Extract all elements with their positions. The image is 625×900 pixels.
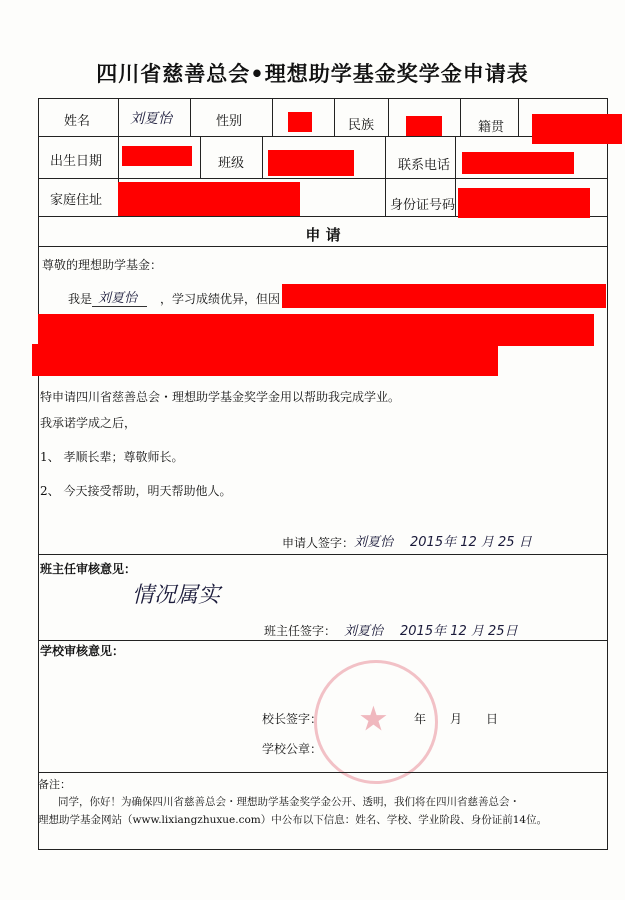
principal-signature-label: 校长签字： bbox=[262, 712, 323, 726]
seal-star-icon: ★ bbox=[360, 702, 387, 737]
dob-label: 出生日期 bbox=[50, 154, 103, 169]
reason-redaction-3 bbox=[32, 344, 498, 376]
id-number-label: 身份证号码 bbox=[390, 198, 456, 213]
teacher-signature-date: 2015年 12 月 25日 bbox=[400, 624, 518, 639]
notes-line-2: 理想助学基金网站（www.lixiangzhuxue.com）中公布以下信息：姓名、学校、学业阶段、身份证前14位。 bbox=[38, 814, 548, 826]
form-title: 四川省慈善总会•理想助学基金奖学金申请表 bbox=[96, 62, 529, 86]
promise-2: 2、 今天接受帮助，明天帮助他人。 bbox=[40, 484, 232, 498]
applicant-signature-date: 2015年 12 月 25 日 bbox=[410, 535, 532, 550]
phone-label: 联系电话 bbox=[398, 158, 451, 173]
intro-name: 刘夏怡 bbox=[92, 287, 147, 307]
name-value: 刘夏怡 bbox=[130, 111, 172, 127]
id-number-redaction bbox=[458, 188, 590, 218]
teacher-opinion-label: 班主任审核意见： bbox=[40, 562, 137, 576]
native-place-label: 籍贯 bbox=[478, 120, 505, 135]
ethnicity-label: 民族 bbox=[348, 118, 375, 133]
applicant-signature-label: 申请人签字： bbox=[282, 536, 355, 550]
school-date: 年 月 日 bbox=[414, 712, 499, 726]
teacher-opinion: 情况属实 bbox=[132, 583, 221, 608]
request-line: 特申请四川省慈善总会・理想助学基金奖学金用以帮助我完成学业。 bbox=[40, 390, 401, 404]
promise-1: 1、 孝顺长辈；尊敬师长。 bbox=[40, 450, 184, 464]
reason-redaction-2 bbox=[38, 314, 594, 346]
native-place-redaction bbox=[532, 114, 622, 144]
applicant-signature: 刘夏怡 bbox=[354, 535, 394, 550]
gender-redaction bbox=[288, 112, 312, 132]
class-label: 班级 bbox=[218, 156, 245, 171]
reason-redaction-1 bbox=[282, 284, 606, 308]
gender-label: 性别 bbox=[216, 114, 243, 129]
promise-intro: 我承诺学成之后， bbox=[40, 416, 137, 430]
application-heading: 申 请 bbox=[305, 226, 341, 244]
dob-redaction bbox=[122, 146, 192, 166]
notes-label: 备注： bbox=[38, 778, 71, 791]
class-redaction bbox=[268, 150, 354, 176]
school-opinion-label: 学校审核意见： bbox=[40, 644, 125, 658]
name-label: 姓名 bbox=[64, 114, 91, 129]
address-label: 家庭住址 bbox=[50, 193, 103, 208]
phone-redaction bbox=[462, 152, 574, 174]
address-redaction bbox=[118, 182, 300, 216]
intro-prefix: 我是 bbox=[68, 292, 93, 306]
teacher-signature-label: 班主任签字： bbox=[264, 624, 337, 638]
notes-line-1: 同学，你好！为确保四川省慈善总会・理想助学基金奖学金公开、透明，我们将在四川省慈善总会・ bbox=[58, 796, 520, 808]
salutation: 尊敬的理想助学基金： bbox=[42, 258, 163, 272]
intro-suffix: ，学习成绩优异，但因 bbox=[160, 292, 281, 306]
school-seal-label: 学校公章： bbox=[262, 742, 323, 756]
ethnicity-redaction bbox=[406, 116, 442, 136]
teacher-signature: 刘夏怡 bbox=[344, 624, 384, 639]
